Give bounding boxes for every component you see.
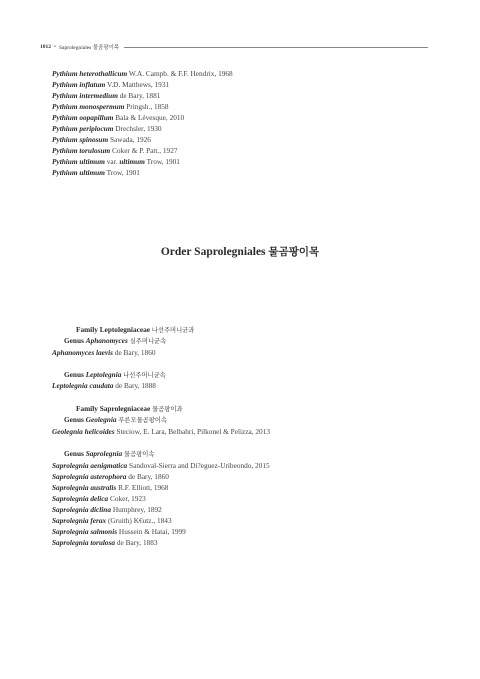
species-entry: Saprolegnia salmonis Hussein & Hatai, 1999 [52, 527, 186, 536]
order-heading: Order Saprolegniales 물곰팡이목 [160, 246, 320, 258]
species-entry: Aphanomyces laevis de Bary, 1860 [52, 348, 156, 357]
species-entry: Pythium inflatum V.D. Matthews, 1931 [52, 80, 170, 89]
species-entry: Saprolegnia delica Coker, 1923 [52, 494, 146, 503]
header-separator: • [54, 44, 56, 50]
species-entry: Pythium monospermum Pringsh., 1858 [52, 102, 169, 111]
species-entry: Pythium spinosum Sawada, 1926 [52, 135, 151, 144]
species-entry: Pythium ultimum Trow, 1901 [52, 168, 140, 177]
family-heading: Family Leptolegniaceae 나선주머니균과 [76, 325, 195, 334]
page-number: 1012 [40, 44, 51, 50]
section-title: Saprolegniales 물곰팡이목 [58, 45, 120, 51]
species-entry: Saprolegnia asterophora de Bary, 1860 [52, 472, 169, 481]
species-entry: Saprolegnia ferax (Gruith) K€utz., 1843 [52, 516, 172, 525]
species-entry: Saprolegnia australis R.F. Elliott, 1968 [52, 483, 169, 492]
species-entry: Pythium ultimum var. ultimum Trow, 1901 [52, 157, 180, 166]
family-heading: Family Saprolegniaceae 물곰팡이과 [76, 404, 183, 413]
genus-heading: Genus Leptolegnia 나선주머니균속 [64, 370, 166, 379]
species-entry: Saprolegnia aenigmatica Sandoval-Sierra and Di?eguez-Uribeondo, 2015 [52, 461, 270, 470]
species-entry: Pythium heterothallicum W.A. Campb. & F.F. Hendrix, 1968 [52, 69, 233, 78]
species-entry: Leptolegnia caudata de Bary, 1888 [52, 381, 156, 390]
species-entry: Pythium torulosum Coker & P. Patt., 1927 [52, 146, 178, 155]
running-header [40, 42, 428, 52]
genus-heading: Genus Saprolegnia 물곰팡이속 [64, 449, 155, 458]
species-entry: Saprolegnia torulosa de Bary, 1883 [52, 538, 158, 547]
header-rule [124, 47, 428, 48]
species-entry: Geolegnia helicoides Steciow, E. Lara, Belbahri, Pilkonel & Pelizza, 2013 [52, 427, 270, 436]
genus-heading: Genus Aphanomyces 실주머니균속 [64, 336, 167, 345]
species-entry: Pythium intermedium de Bary, 1881 [52, 91, 161, 100]
species-entry: Pythium periplocum Drechsler, 1930 [52, 124, 162, 133]
genus-heading: Genus Geolegnia 푸른모물곰팡이속 [64, 415, 168, 424]
species-entry: Pythium oopapillum Bala & Lévesque, 2010 [52, 113, 185, 122]
species-entry: Saprolegnia diclina Humphrey, 1892 [52, 505, 162, 514]
